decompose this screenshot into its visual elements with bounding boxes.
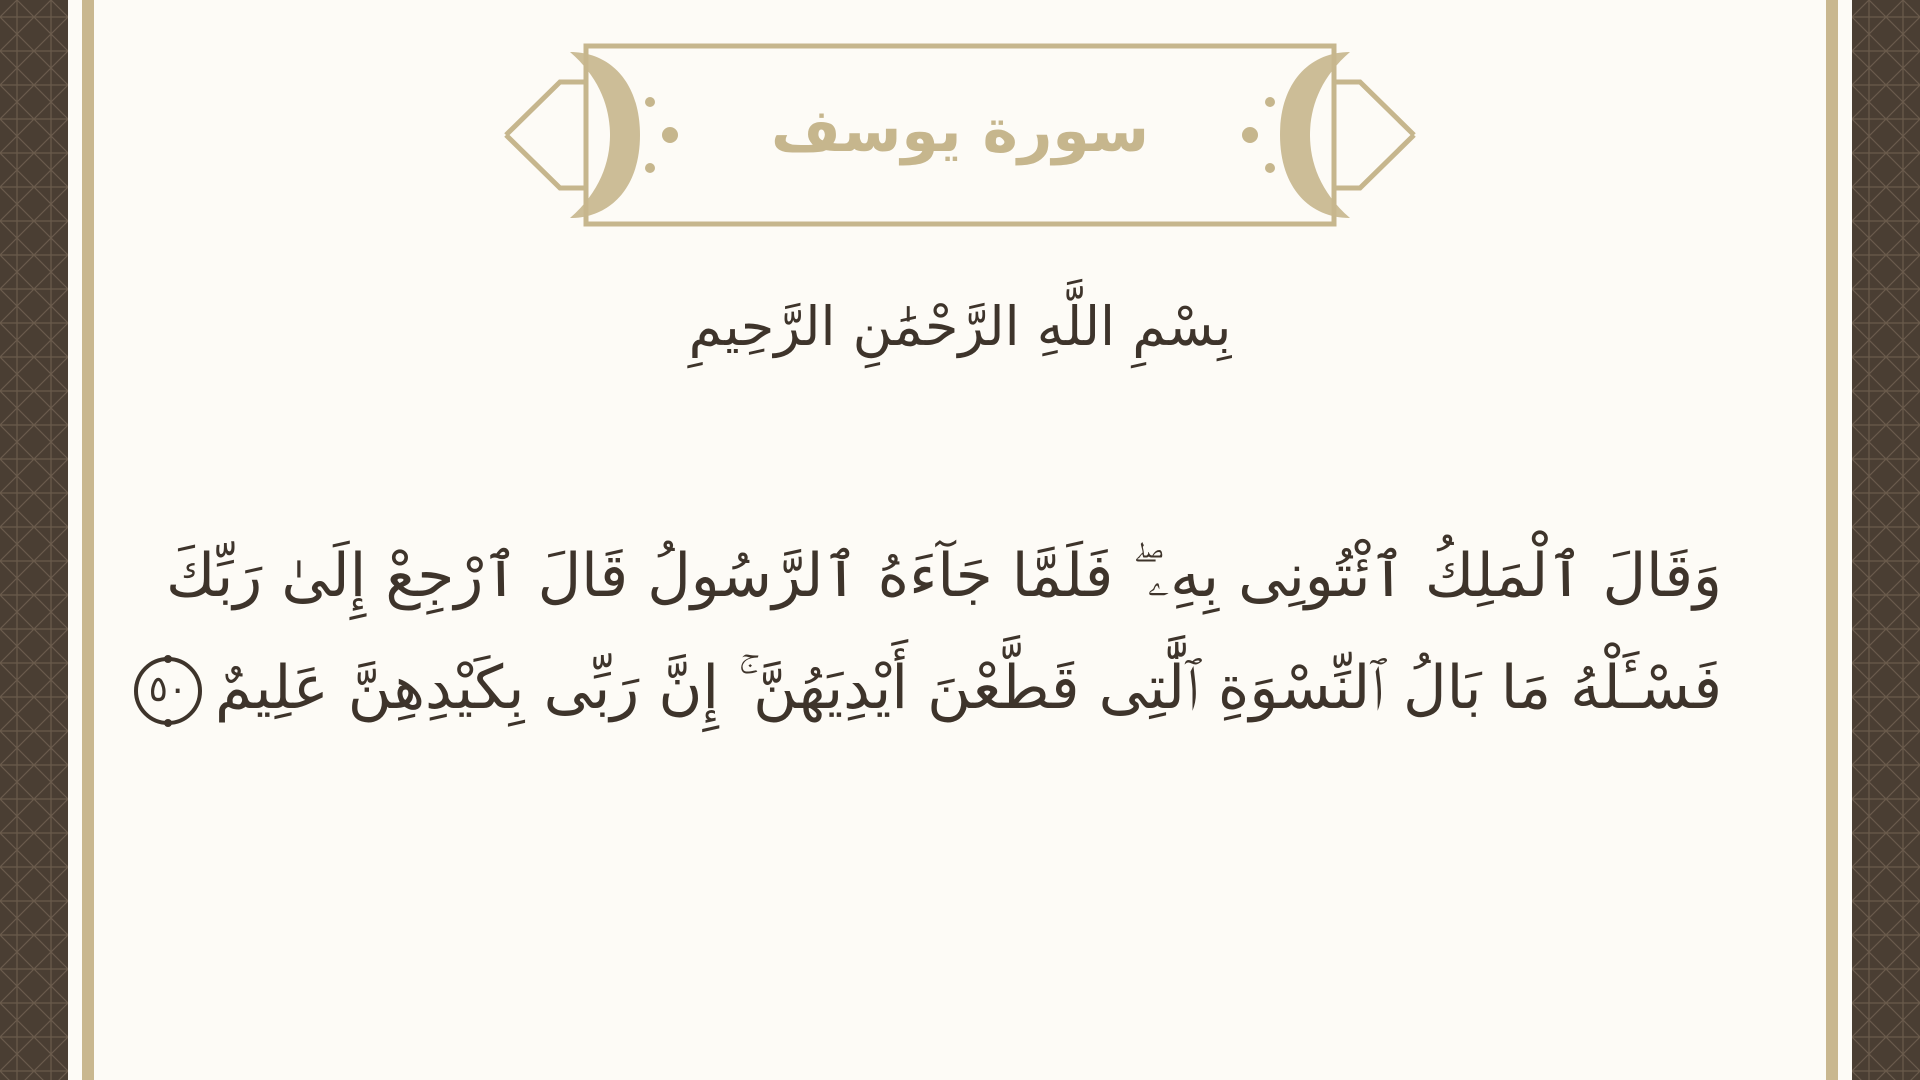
surah-title: سورة يوسف xyxy=(770,96,1150,166)
mushaf-page xyxy=(94,0,1826,1080)
verse-line-2-text: فَسْـَٔلْهُ مَا بَالُ ٱلنِّسْوَةِ ٱلَّٰتِى قَطَّعْنَ أَيْدِيَهُنَّ ۚ إِنَّ رَبِّى بِكَيْدِهِنَّ عَلِيمٌ xyxy=(214,653,1722,723)
right-gold-rule xyxy=(1826,0,1838,1080)
left-gold-rule xyxy=(82,0,94,1080)
verse-line-1: وَقَالَ ٱلْمَلِكُ ٱئْتُونِى بِهِۦ ۖ فَلَمَّا جَآءَهُ ٱلرَّسُولُ قَالَ ٱرْجِعْ إِلَىٰ رَبِّكَ xyxy=(166,541,1722,611)
surah-header-frame xyxy=(500,42,1420,228)
left-ornamental-border xyxy=(0,0,68,1080)
ayah-marker xyxy=(131,654,205,728)
lattice-pattern-right xyxy=(1852,0,1920,1080)
basmala: بِسْمِ اللَّهِ الرَّحْمَٰنِ الرَّحِيمِ xyxy=(688,295,1232,358)
right-ornamental-border xyxy=(1852,0,1920,1080)
verse-text xyxy=(148,520,1722,744)
verse-line-2 xyxy=(148,632,1722,744)
lattice-pattern-left xyxy=(0,0,68,1080)
ayah-number: ٥٠ xyxy=(148,669,188,711)
